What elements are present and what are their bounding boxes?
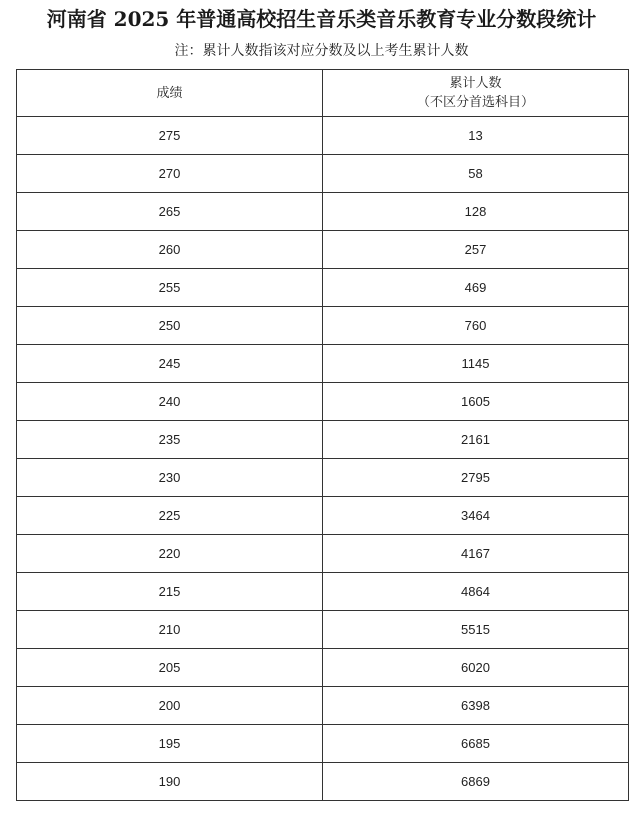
table-body [17,117,629,801]
cumulative-count-cell: 4864 [323,573,629,611]
table-row [17,193,629,231]
cumulative-count-cell: 13 [323,117,629,155]
score-cell: 210 [17,611,323,649]
score-cell: 255 [17,269,323,307]
table-row [17,155,629,193]
cumulative-count-cell: 469 [323,269,629,307]
score-cell: 275 [17,117,323,155]
cumulative-count-cell: 6685 [323,725,629,763]
table-header-row [17,70,629,117]
score-cell: 265 [17,193,323,231]
cumulative-count-cell: 5515 [323,611,629,649]
score-cell: 195 [17,725,323,763]
table-row [17,763,629,801]
score-cell: 230 [17,459,323,497]
page-title: 河南省 2025 年普通高校招生音乐类音乐教育专业分数段统计 [46,7,597,31]
score-cell: 250 [17,307,323,345]
score-cell: 235 [17,421,323,459]
score-cell: 270 [17,155,323,193]
cumulative-count-cell: 6398 [323,687,629,725]
header-cumulative-label: 累计人数 [449,76,502,91]
table-row [17,535,629,573]
header-cumulative [323,70,629,117]
table-row [17,421,629,459]
cumulative-count-cell: 1145 [323,345,629,383]
cumulative-count-cell: 1605 [323,383,629,421]
cumulative-count-cell: 58 [323,155,629,193]
score-distribution-table [16,69,629,801]
table-row [17,459,629,497]
table-row [17,611,629,649]
table-row [17,269,629,307]
table-row [17,573,629,611]
score-cell: 215 [17,573,323,611]
score-cell: 240 [17,383,323,421]
cumulative-count-cell: 6869 [323,763,629,801]
table-row [17,497,629,535]
table-row [17,383,629,421]
score-cell: 200 [17,687,323,725]
cumulative-count-cell: 4167 [323,535,629,573]
score-cell: 260 [17,231,323,269]
table-row [17,117,629,155]
cumulative-count-cell: 3464 [323,497,629,535]
table-note: 注：累计人数指该对应分数及以上考生累计人数 [174,43,469,59]
table-row [17,307,629,345]
table-row [17,725,629,763]
table-row [17,649,629,687]
header-score: 成绩 [17,70,323,117]
table-row [17,687,629,725]
table-row [17,231,629,269]
cumulative-count-cell: 257 [323,231,629,269]
cumulative-count-cell: 2161 [323,421,629,459]
header-cumulative-sub: （不区分首选科目） [416,95,534,110]
cumulative-count-cell: 128 [323,193,629,231]
score-cell: 245 [17,345,323,383]
cumulative-count-cell: 760 [323,307,629,345]
cumulative-count-cell: 2795 [323,459,629,497]
score-cell: 220 [17,535,323,573]
table-row [17,345,629,383]
score-cell: 205 [17,649,323,687]
score-cell: 225 [17,497,323,535]
score-cell: 190 [17,763,323,801]
cumulative-count-cell: 6020 [323,649,629,687]
